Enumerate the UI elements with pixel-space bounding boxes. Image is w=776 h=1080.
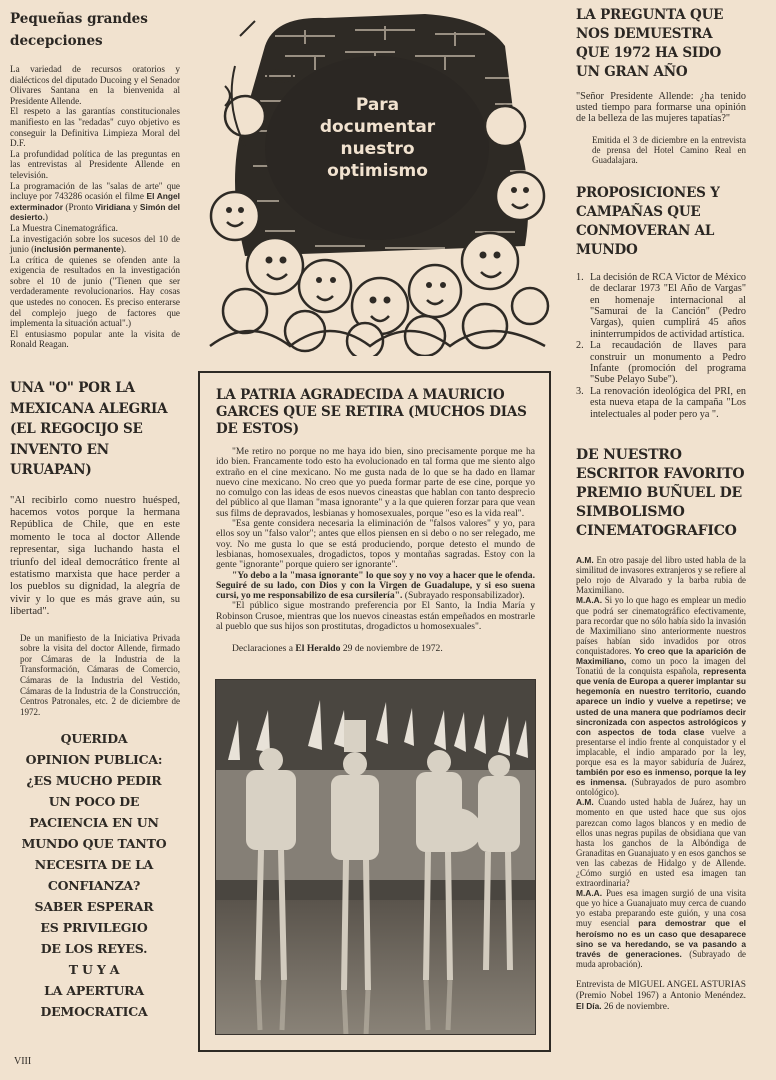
- left-column: [10, 8, 180, 717]
- paragraph: [10, 181, 180, 223]
- pequenas-body: [10, 64, 180, 350]
- text: (Pronto: [63, 201, 96, 212]
- illustration-title: [205, 94, 550, 182]
- section-title-pequenas: Pequeñas grandes decepciones: [10, 11, 148, 49]
- paragraph: "Me retiro no porque no me haya ido bien, sino precisamente porque me ha ido bien. Francamente todo esto ha evolucionado en tal forma que me siento algo extraño en el cine mexicano. No me gusta nada de lo que se ha dado en llamar nuevo cine mexicano. No creo que yo pueda formar parte de ese cine, porque yo no comulgo con las ideas de esos nuevos cineastas que hablan con tanto desprecio del público al que llaman "masa ignorante" y a la que quieren forzar para que vean sus films de depravados, lesbianas y homosexuales, porque "eso es la vida real".: [216, 446, 535, 519]
- list-item: [576, 340, 746, 386]
- asturias-source: [576, 980, 746, 1013]
- illustration-line: nuestro: [340, 139, 415, 159]
- garces-body: [216, 447, 535, 655]
- bold-text: para demostrar que el heroísmo no es un caso que desaparece sino se va heredando, se va pasando a través de generaciones.: [576, 918, 746, 959]
- text: como un poco la imagen del Tonatiú de la conquista española,: [576, 656, 746, 677]
- film-title: El Angel exterminador: [10, 191, 180, 212]
- illustration-line: Para: [355, 95, 400, 115]
- querida-opinion-block: [8, 728, 180, 1022]
- text: Pues esa imagen surgió de una visita que yo hice a Guanajuato muy cerca de cuando yo estaba preparando este guión, y una cosa muy esencial: [576, 888, 746, 929]
- paragraph: [576, 595, 746, 797]
- querida-line: OPINION PUBLICA:: [25, 752, 163, 767]
- item-number: 1.: [576, 271, 584, 283]
- asturias-interview: [576, 555, 746, 1013]
- querida-line: UN POCO DE: [48, 794, 140, 809]
- garces-source: [216, 644, 535, 654]
- text: ): [44, 212, 48, 223]
- querida-line: DE LOS REYES.: [40, 941, 148, 956]
- item-text: La decisión de RCA Victor de México de declarar 1973 "El Año de Vargas" en homenaje internacional al "Samurai de la Canción" (Pedro Vargas), quien cumplirá 45 años ininterrumpidos de actividad artística.: [590, 271, 746, 340]
- page-number: VIII: [14, 1056, 32, 1067]
- section-title-escritor: DE NUESTRO ESCRITOR FAVORITO PREMIO BUÑUEL DE SIMBOLISMO CINEMATOGRAFICO: [576, 447, 745, 540]
- text: (Subrayados de puro asombro ontológico).: [576, 777, 746, 798]
- text: Si yo lo que hago es emplear un medio que podrá ser cinematográfico efectivamente, para recordar que no sólo había sido la invasión de Maximiliano sino anteriormente nuestros países habían sido invadidos por otros conquistadores.: [576, 595, 746, 656]
- text: (Subrayado de muda aprobación).: [576, 948, 746, 969]
- bold-text: inclusión permanente: [34, 244, 121, 255]
- list-item: [576, 272, 746, 340]
- film-title: Viridiana: [95, 201, 131, 212]
- illustration-line: optimismo: [327, 161, 428, 181]
- text: 26 de noviembre.: [601, 1002, 670, 1013]
- section-title-proposiciones: PROPOSICIONES Y CAMPAÑAS QUE CONMOVERAN AL MUNDO: [576, 184, 720, 258]
- paragraph: El respeto a las garantías constitucionales manifiesto en las "redadas" cuyo objetivo es conseguir la Definitiva Limpieza Moral del D.F.: [10, 106, 180, 149]
- paragraph: [576, 555, 746, 595]
- section-title-una-o: UNA "O" POR LA MEXICANA ALEGRIA (EL REGOCIJO SE INVENTO EN URUAPAN): [10, 380, 168, 479]
- bold-text: Yo creo que la aparición de Maximiliano,: [576, 645, 746, 667]
- text: Entrevista de MIGUEL ANGEL ASTURIAS (Premio Nobel 1967) a Antonio Menéndez.: [576, 979, 746, 1001]
- paragraph: [10, 234, 180, 255]
- querida-line: NECESITA DE LA: [34, 857, 154, 872]
- majorettes-photo: [215, 679, 536, 1035]
- right-column: [576, 6, 746, 1013]
- querida-line: PACIENCIA EN UN: [29, 815, 159, 830]
- querida-line: QUERIDA: [60, 731, 128, 746]
- paragraph: La crítica de quienes se ofenden ante la exigencia de resultados en la investigación sobre el 10 de junio ("Tienen que ser verdaderamente revolucionarios. Hay cosas que ustedes no conocen. Es preciso enterarse del complejo juego de factores que implementa la situación actual".): [10, 254, 180, 329]
- pregunta-source: Emitida el 3 de diciembre en la entrevista de prensa del Hotel Camino Real en Guadalajara.: [592, 134, 746, 166]
- manifesto-quote: "Al recibirlo como nuestro huésped, hacemos votos porque la hermana República de Chile, que en este momento le toca al doctor Allende representar, siga luchando hasta el triunfo del ideal democrático frente al estatismo marxista que hace perder a los pueblos su dignidad, la alegría de vivir y lo que es más grave aún, su libertad".: [10, 494, 180, 618]
- item-text: La recaudación de llaves para construir un monumento a Pedro Infante (promoción del programa "Sube Pelayo Sube").: [590, 340, 746, 386]
- speaker-label: A.M.: [576, 555, 594, 566]
- item-number: 2.: [576, 340, 584, 352]
- text: 29 de noviembre de 1972.: [340, 643, 443, 655]
- text: Declaraciones a: [232, 643, 296, 655]
- querida-line: LA APERTURA: [44, 983, 144, 998]
- newspaper-name: El Día.: [576, 1001, 602, 1012]
- optimism-illustration: [205, 6, 550, 356]
- manifesto-source: De un manifiesto de la Iniciativa Privada sobre la visita del doctor Allende, firmado por Cámaras de la Industria de la Transformación, Cámaras de Comercio, Cámaras de la Industria del Vestido, Cámaras de la Industria de la Construcción, Centros Patronales, etc. 2 de diciembre de 1972.: [20, 632, 180, 717]
- paragraph: [576, 797, 746, 888]
- text: La programación de las "salas de arte" que incluye por 743286 ocasión el filme: [10, 180, 180, 202]
- pregunta-quote: "Señor Presidente Allende: ¿ha tenido usted tiempo para formarse una opinión de la belleza de las mujeres tapatías?": [576, 91, 746, 125]
- paragraph: "El público sigue mostrando preferencia por El Santo, la India María y Robinson Crusoe, mientras que los nuevos cineastas están empeñados en mostrarle al pueblo que sus hijos son prostitutas, drogadictos u homosexuales".: [216, 600, 535, 633]
- bold-text: representa que venía de Europa a querer implantar su hegemonía en nuestro territorio, cuando aparece un indio y vuelve a repetirse; ve usted de una manera que podríamos decir sincronizada con aspectos astrológicos y con aspectos de toda clase: [576, 666, 746, 737]
- text: La investigación sobre los sucesos del 10 de junio (: [10, 233, 180, 255]
- garces-title: LA PATRIA AGRADECIDA A MAURICIO GARCES QUE SE RETIRA (MUCHOS DIAS DE ESTOS): [216, 387, 527, 437]
- querida-line: T U Y A: [68, 962, 120, 977]
- speaker-label: A.M.: [576, 797, 594, 808]
- paragraph: La profundidad política de las preguntas en las entrevistas al Presidente Allende en televisión.: [10, 148, 180, 180]
- list-item: [576, 386, 746, 420]
- querida-line: ES PRIVILEGIO: [40, 920, 148, 935]
- text: En otro pasaje del libro usted habla de la similitud de invasores extranjeros y se refiere al pelo rojo de Alvarado y la barba rubia de Maximiliano.: [576, 555, 746, 596]
- bold-text: también por eso es inmenso, porque la ley es inmensa.: [576, 767, 746, 788]
- text: ).: [120, 244, 127, 255]
- querida-line: MUNDO QUE TANTO: [21, 836, 167, 851]
- film-title: Simón del desierto.: [10, 201, 181, 223]
- querida-line: CONFIANZA?: [47, 878, 141, 893]
- text: (Subrayado responsabilizador).: [402, 590, 525, 602]
- text: Cuando usted habla de Juárez, hay un momento en que usted hace que sus ojos parezcan como lagos blancos y en medio de ellos unas negras pupilas de obsidiana que van hasta los ganchos de la Albóndiga de Granaditas en Guanajuato y en esos ganchos se ven las cabezas de Hidalgo y de Allende. ¿Cómo surgió en usted esa imagen tan extraordinaria?: [576, 797, 746, 889]
- newspaper-name: El Heraldo: [295, 643, 341, 655]
- garces-article-box: [198, 371, 551, 1052]
- text: vuelve a presentarse el indio frente al conquistador y el implacable, el indio amparado por la ley, porque esa es la mayor sabiduría de Juárez,: [576, 726, 746, 767]
- paragraph: [216, 571, 535, 602]
- paragraph: El entusiasmo popular ante la visita de Ronald Reagan.: [10, 328, 180, 350]
- drum-corps-photograph: [216, 680, 536, 1035]
- querida-line: ¿ES MUCHO PEDIR: [26, 773, 162, 788]
- item-number: 3.: [576, 385, 584, 397]
- section-title-pregunta: LA PREGUNTA QUE NOS DEMUESTRA QUE 1972 HA SIDO UN GRAN AÑO: [576, 7, 724, 80]
- item-text: La renovación ideológica del PRI, en esta nueva etapa de la campaña "Los intelectuales al poder pero ya ".: [590, 385, 746, 420]
- querida-line: DEMOCRATICA: [40, 1004, 148, 1019]
- paragraph: La Muestra Cinematográfica.: [10, 222, 118, 233]
- garces-article: [216, 387, 535, 655]
- illustration-line: documentar: [319, 117, 436, 137]
- speaker-label: M.A.A.: [576, 888, 603, 899]
- speaker-label: M.A.A.: [576, 595, 603, 606]
- proposiciones-list: [576, 272, 746, 420]
- paragraph: [576, 888, 746, 969]
- paragraph: "Esa gente considera necesaria la eliminación de "falsos valores" y yo, para ellos soy un "falso valor"; antes que ellos piensen en si debo o no ser relegado, me voy. No me gusta lo que se está produciendo, porque detesto el mundo de lesbianas, homosexuales, drogadictos, topos y montañas sagradas. Estoy con la gente "ignorante" porque quiero ser ignorante".: [216, 518, 535, 571]
- paragraph: La variedad de recursos oratorios y dialécticos del diputado Ducoing y el Senador Olivares Santana en la bienvenida al Presidente Allende.: [10, 64, 180, 106]
- querida-line: SABER ESPERAR: [34, 899, 154, 914]
- bold-quote: "Yo debo a la "masa ignorante" lo que soy y no voy a hacer que le ofenda. Seguiré de su lado, con Dios y con la Virgen de Guadalupe, y si eso suena cursi, yo me responsabilizo de esa cursilería".: [216, 569, 535, 602]
- text: y: [130, 201, 140, 212]
